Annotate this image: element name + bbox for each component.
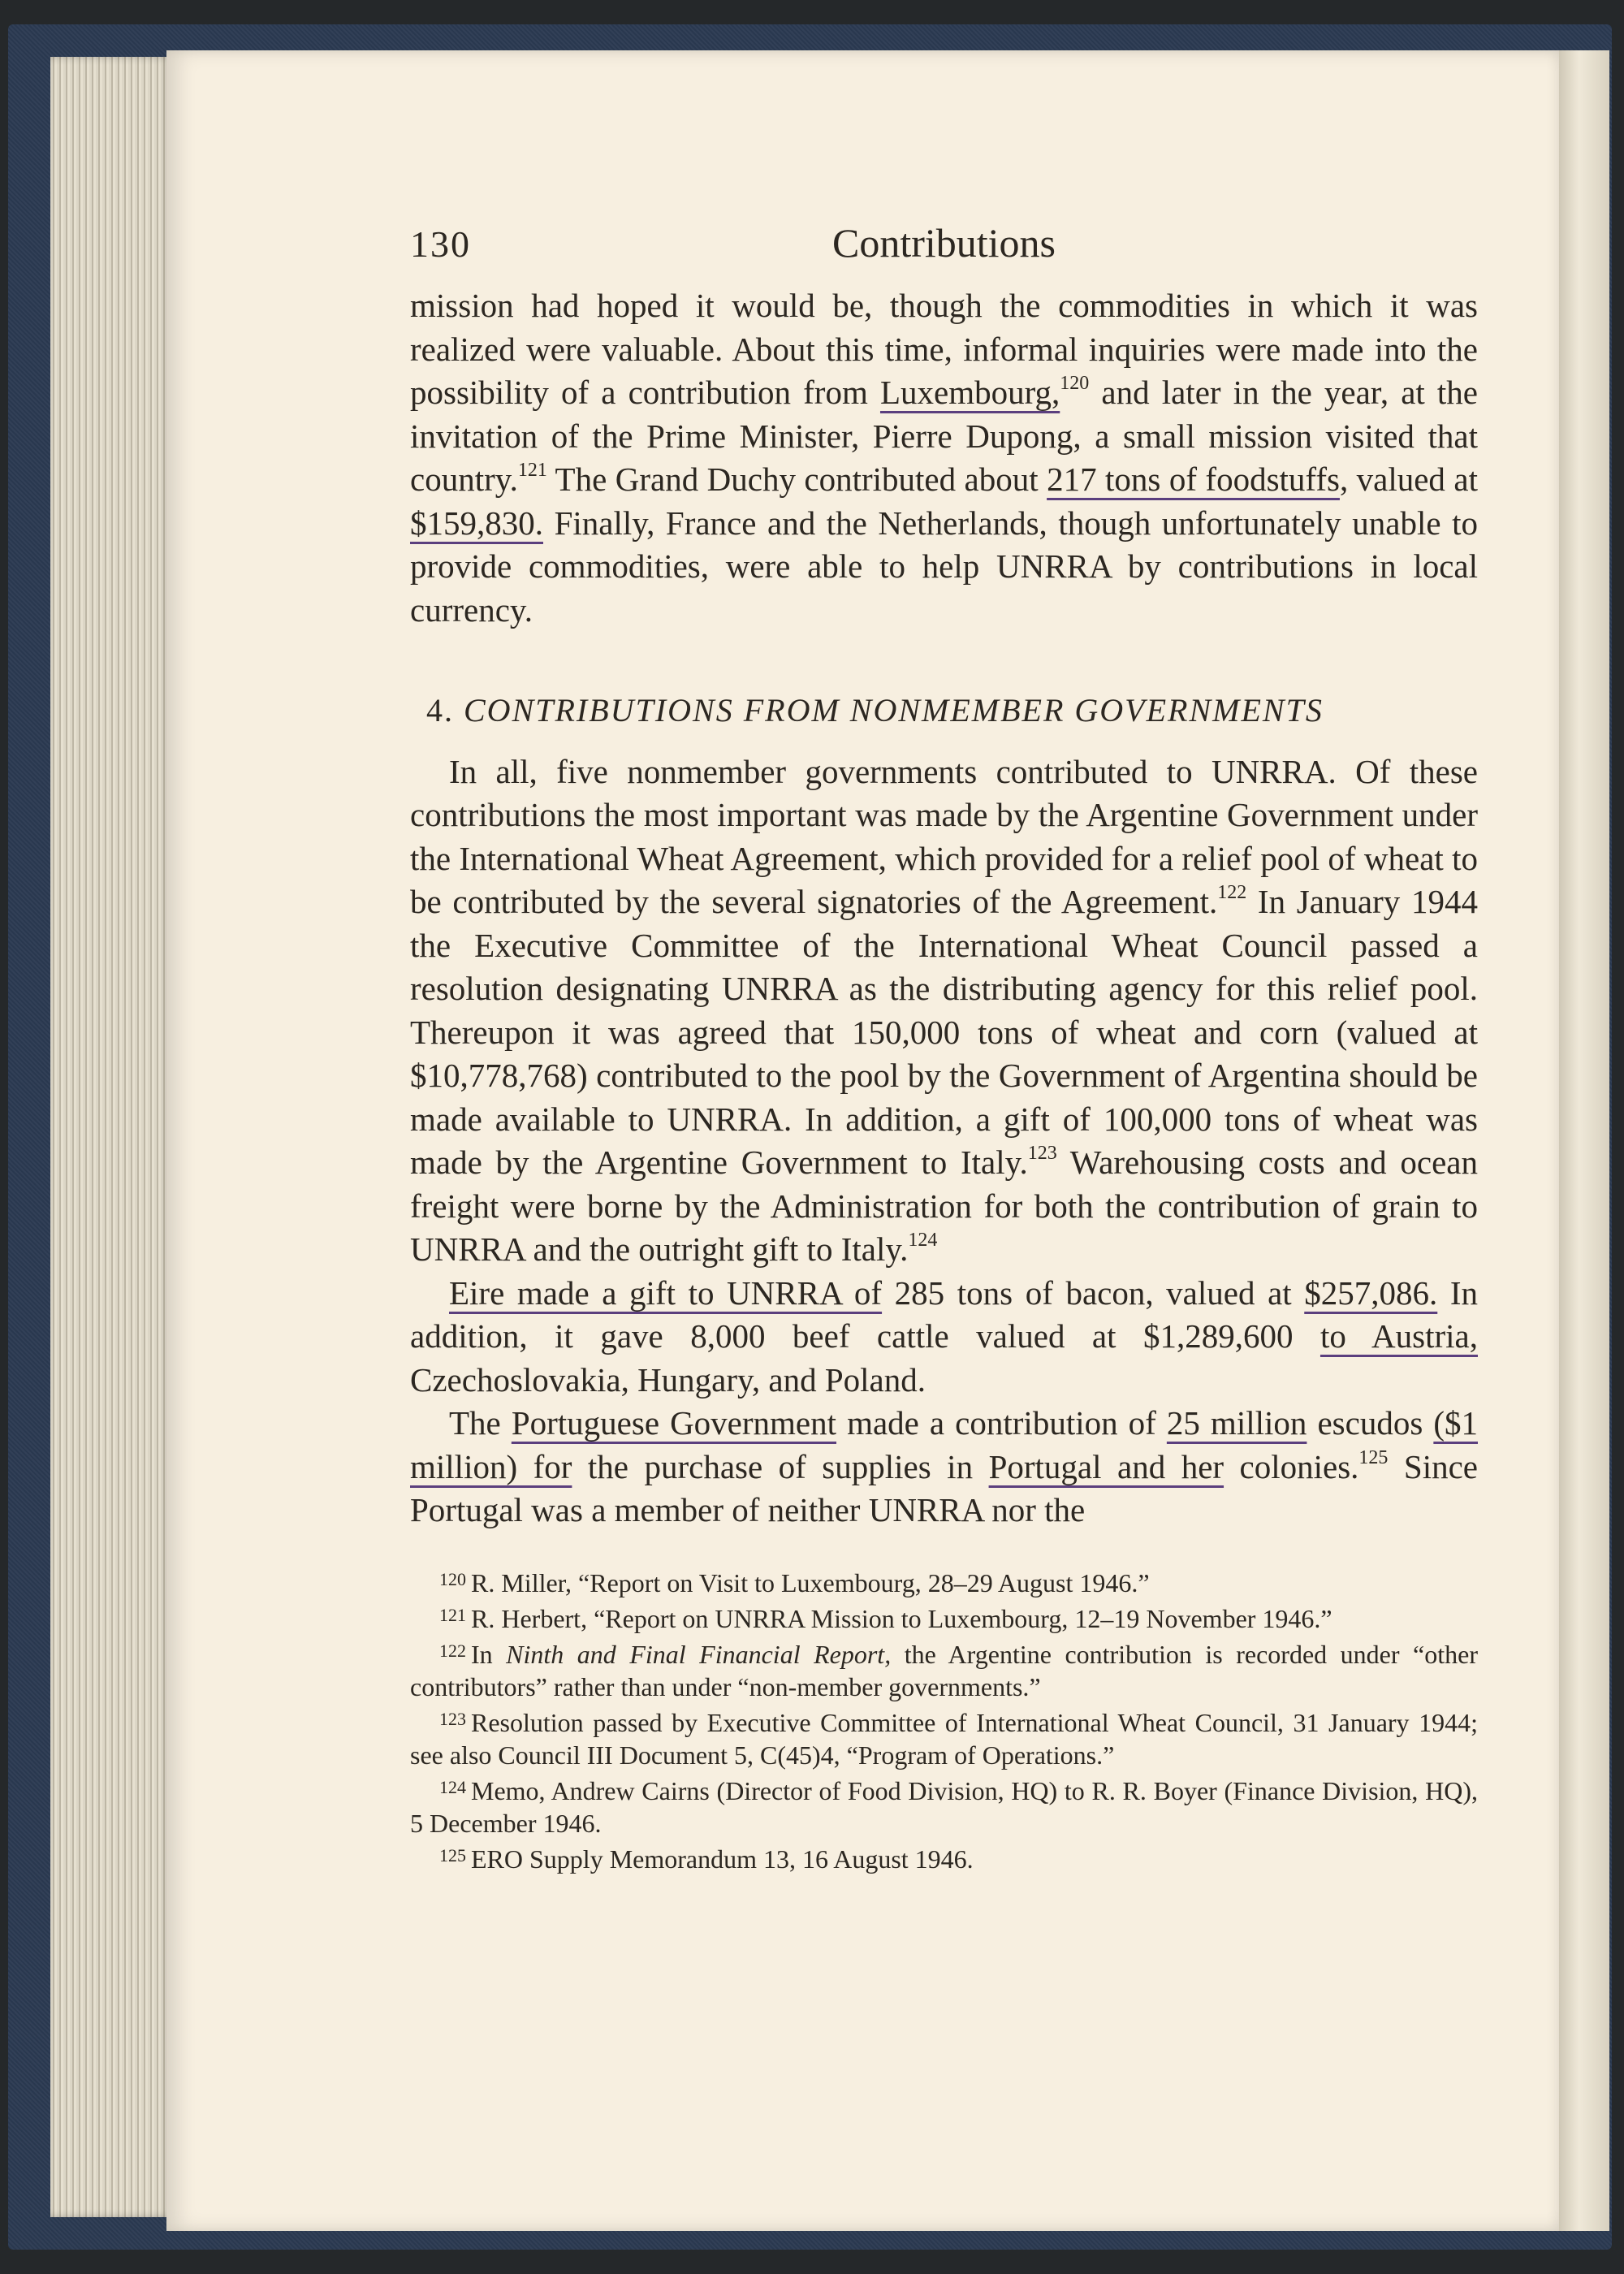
text-run: Warehousing costs and ocean freight were borne by the Administration for both the contribution of grain to UNRRA and the outright gift to Italy.	[410, 1143, 1478, 1268]
paragraph-portugal	[410, 1402, 1478, 1533]
body-text	[410, 284, 1478, 1533]
paragraph-eire	[410, 1272, 1478, 1403]
underlined-text: $159,830.	[410, 504, 543, 542]
section-title: CONTRIBUTIONS FROM NONMEMBER GOVERNMENTS	[464, 692, 1324, 728]
footnote-text: R. Herbert, “Report on UNRRA Mission to Luxembourg, 12–19 November 1946.”	[471, 1603, 1332, 1633]
text-run: Finally, France and the Netherlands, though unfortunately unable to provide commodities, were able to help UNRRA by contributions in local currency.	[410, 504, 1478, 629]
footnote-text: the Argentine contribution is recorded under “other contributors” rather than under “non-member governments.”	[410, 1639, 1479, 1701]
footnote-number: 124	[439, 1776, 466, 1797]
footnotes	[410, 1563, 1478, 1875]
footnote-ref: 121	[517, 460, 547, 481]
footnote-ref: 125	[1358, 1446, 1389, 1468]
footnote	[410, 1840, 1478, 1875]
footnote-ref: 122	[1217, 882, 1247, 903]
footnote-number: 123	[439, 1708, 466, 1729]
section-number: 4.	[426, 692, 454, 728]
footnote-ref: 124	[908, 1230, 938, 1251]
page-header	[410, 219, 1478, 284]
text-run: Since Portugal was a member of neither UNRRA nor the	[410, 1447, 1478, 1528]
footnote-text: Resolution passed by Executive Committee of International Wheat Council, 31 January 1944; see also Council III Document 5, C(45)4, “Program of Operations.”	[410, 1707, 1478, 1770]
text-run: , valued at	[1339, 460, 1478, 498]
footnote-text: In	[471, 1639, 507, 1669]
footnote	[410, 1563, 1478, 1599]
footnote-ref: 120	[1060, 373, 1090, 394]
underlined-text: 25 million	[1166, 1404, 1307, 1442]
footnote-number: 125	[439, 1844, 466, 1865]
underlined-text: Eire made a gift to UNRRA of	[449, 1273, 883, 1312]
page-edges	[50, 57, 172, 2217]
footnote	[410, 1703, 1478, 1771]
footnote	[410, 1635, 1478, 1703]
underlined-text: to Austria,	[1320, 1317, 1478, 1355]
text-run: and later in the year, at the invitation of the Prime Minister, Pierre Dupong, a small mission visited that country.	[410, 374, 1478, 498]
section-heading	[426, 689, 1478, 733]
paragraph-argentina	[410, 750, 1478, 1272]
text-run: 285 tons of bacon, valued at	[882, 1273, 1305, 1312]
text-run: escudos	[1307, 1404, 1434, 1442]
underlined-text: $257,086.	[1304, 1273, 1438, 1312]
footnote	[410, 1771, 1478, 1840]
text-run: The	[449, 1404, 512, 1442]
footnote-text: ERO Supply Memorandum 13, 16 August 1946.	[471, 1844, 974, 1874]
page-number: 130	[410, 223, 471, 265]
text-run: colonies.	[1224, 1447, 1359, 1485]
text-run: Czechoslovakia, Hungary, and Poland.	[410, 1360, 926, 1399]
underlined-text: Luxembourg,	[879, 374, 1060, 411]
footnote-italic-title: Ninth and Final Financial Report,	[506, 1639, 892, 1669]
footnote-ref: 123	[1027, 1143, 1057, 1164]
text-run: In addition, it gave 8,000 beef cattle valued at $1,289,600	[410, 1273, 1478, 1355]
text-run: In all, five nonmember governments contributed to UNRRA. Of these contributions the most important was made by the Argentine Government under the International Wheat Agreement, which provided for a relief pool of wheat to be contributed by the several signatories of the Agreement.	[410, 752, 1478, 920]
footnote-text: R. Miller, “Report on Visit to Luxembourg, 28–29 August 1946.”	[471, 1567, 1150, 1597]
text-run: In January 1944 the Executive Committee of the International Wheat Council passed a resolution designating UNRRA as the distributing agency for this relief pool. Thereupon it was agreed that 150,000 tons of wheat and corn (valued at $10,778,768) contributed to the pool by the Government of Argentina should be made available to UNRRA. In addition, a gift of 100,000 tons of wheat was made by the Argentine Government to Italy.	[410, 883, 1478, 1181]
underlined-text: Portuguese Government	[511, 1404, 837, 1442]
footnote-number: 121	[439, 1604, 466, 1625]
underlined-text: Portugal and her	[988, 1447, 1224, 1485]
page-content	[410, 219, 1478, 1875]
running-head: Contributions	[831, 220, 1056, 266]
underlined-text: 217 tons of foodstuffs	[1047, 460, 1340, 498]
footnote-number: 120	[439, 1568, 466, 1589]
facing-page-edge	[1559, 50, 1609, 2231]
footnote	[410, 1599, 1478, 1635]
footnote-text: Memo, Andrew Cairns (Director of Food Division, HQ) to R. R. Boyer (Finance Division, HQ), 5 December 1946.	[410, 1775, 1478, 1838]
text-run: mission had hoped it would be, though the commodities in which it was realized were valuable. About this time, informal inquiries were made into the possibility of a contribution from	[410, 287, 1478, 411]
paragraph-luxembourg	[410, 284, 1478, 632]
footnote-number: 122	[439, 1640, 466, 1661]
text-run: the purchase of supplies in	[572, 1447, 989, 1485]
underlined-text: ($1 million) for	[410, 1404, 1478, 1485]
text-run: made a contribution of	[836, 1404, 1167, 1442]
text-run: The Grand Duchy contributed about	[546, 460, 1047, 498]
